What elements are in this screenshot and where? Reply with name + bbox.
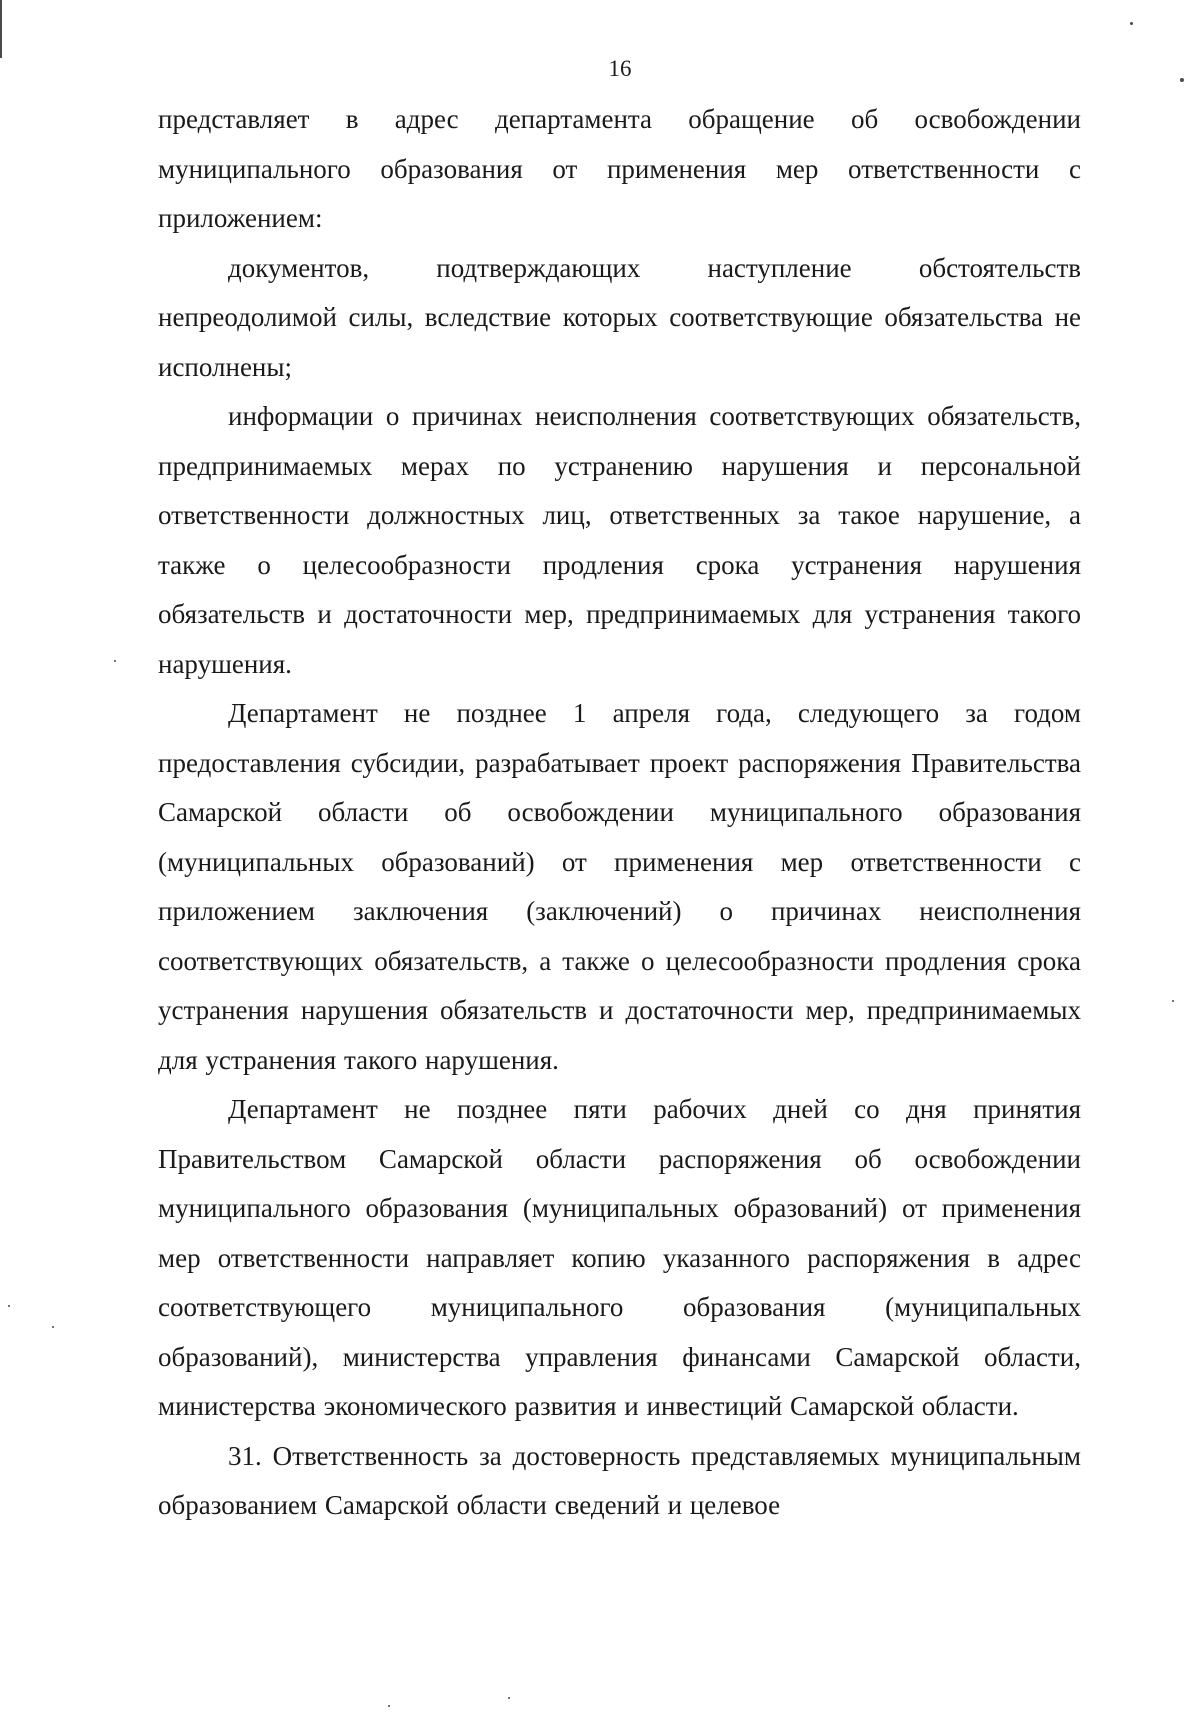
scan-speck	[1180, 78, 1184, 82]
scan-speck	[508, 1697, 510, 1699]
paragraph-department-copy: Департамент не позднее пяти рабочих дней со дня принятия Правительством Самарской области распоряжения об освобождении муниципального образования (муниципальных образований) от применения мер ответственности направляет копию указанного распоряжения в адрес соответствующего муниципального образования (муниципальных образований), министерства управления финансами Самарской области, министерства экономического развития и инвестиций Самарской области.	[158, 1094, 1081, 1421]
scan-speck	[388, 1705, 390, 1707]
scan-edge-mark	[0, 0, 2, 58]
page-number: 16	[608, 56, 632, 81]
paragraph-information: информации о причинах неисполнения соответствующих обязательств, предпринимаемых мерах по устранению нарушения и персональной ответственности должностных лиц, ответственных за такое нарушение, а также о целесообразности продления срока устранения нарушения обязательств и достаточности мер, предпринимаемых для устранения такого нарушения.	[158, 401, 1081, 679]
scan-speck	[1172, 1000, 1174, 1002]
paragraph-continuation: представляет в адрес департамента обращение об освобождении муниципального образования от применения мер ответственности с приложением:	[158, 104, 1081, 233]
scan-speck	[8, 1305, 10, 1307]
paragraph-item-31: 31. Ответственность за достоверность представляемых муниципальным образованием Самарской области сведений и целевое	[158, 1440, 1081, 1520]
scan-speck	[1130, 22, 1133, 25]
document-body	[158, 95, 1081, 1531]
scan-speck	[52, 1326, 54, 1328]
scan-speck	[114, 660, 116, 662]
paragraph-department-draft: Департамент не позднее 1 апреля года, следующего за годом предоставления субсидии, разрабатывает проект распоряжения Правительства Самарской области об освобождении муниципального образования (муниципальных образований) от применения мер ответственности с приложением заключения (заключений) о причинах неисполнения соответствующих обязательств, а также о целесообразности продления срока устранения нарушения обязательств и достаточности мер, предпринимаемых для устранения такого нарушения.	[158, 698, 1081, 1075]
paragraph-documents: документов, подтверждающих наступление обстоятельств непреодолимой силы, вследствие которых соответствующие обязательства не исполнены;	[158, 252, 1081, 382]
